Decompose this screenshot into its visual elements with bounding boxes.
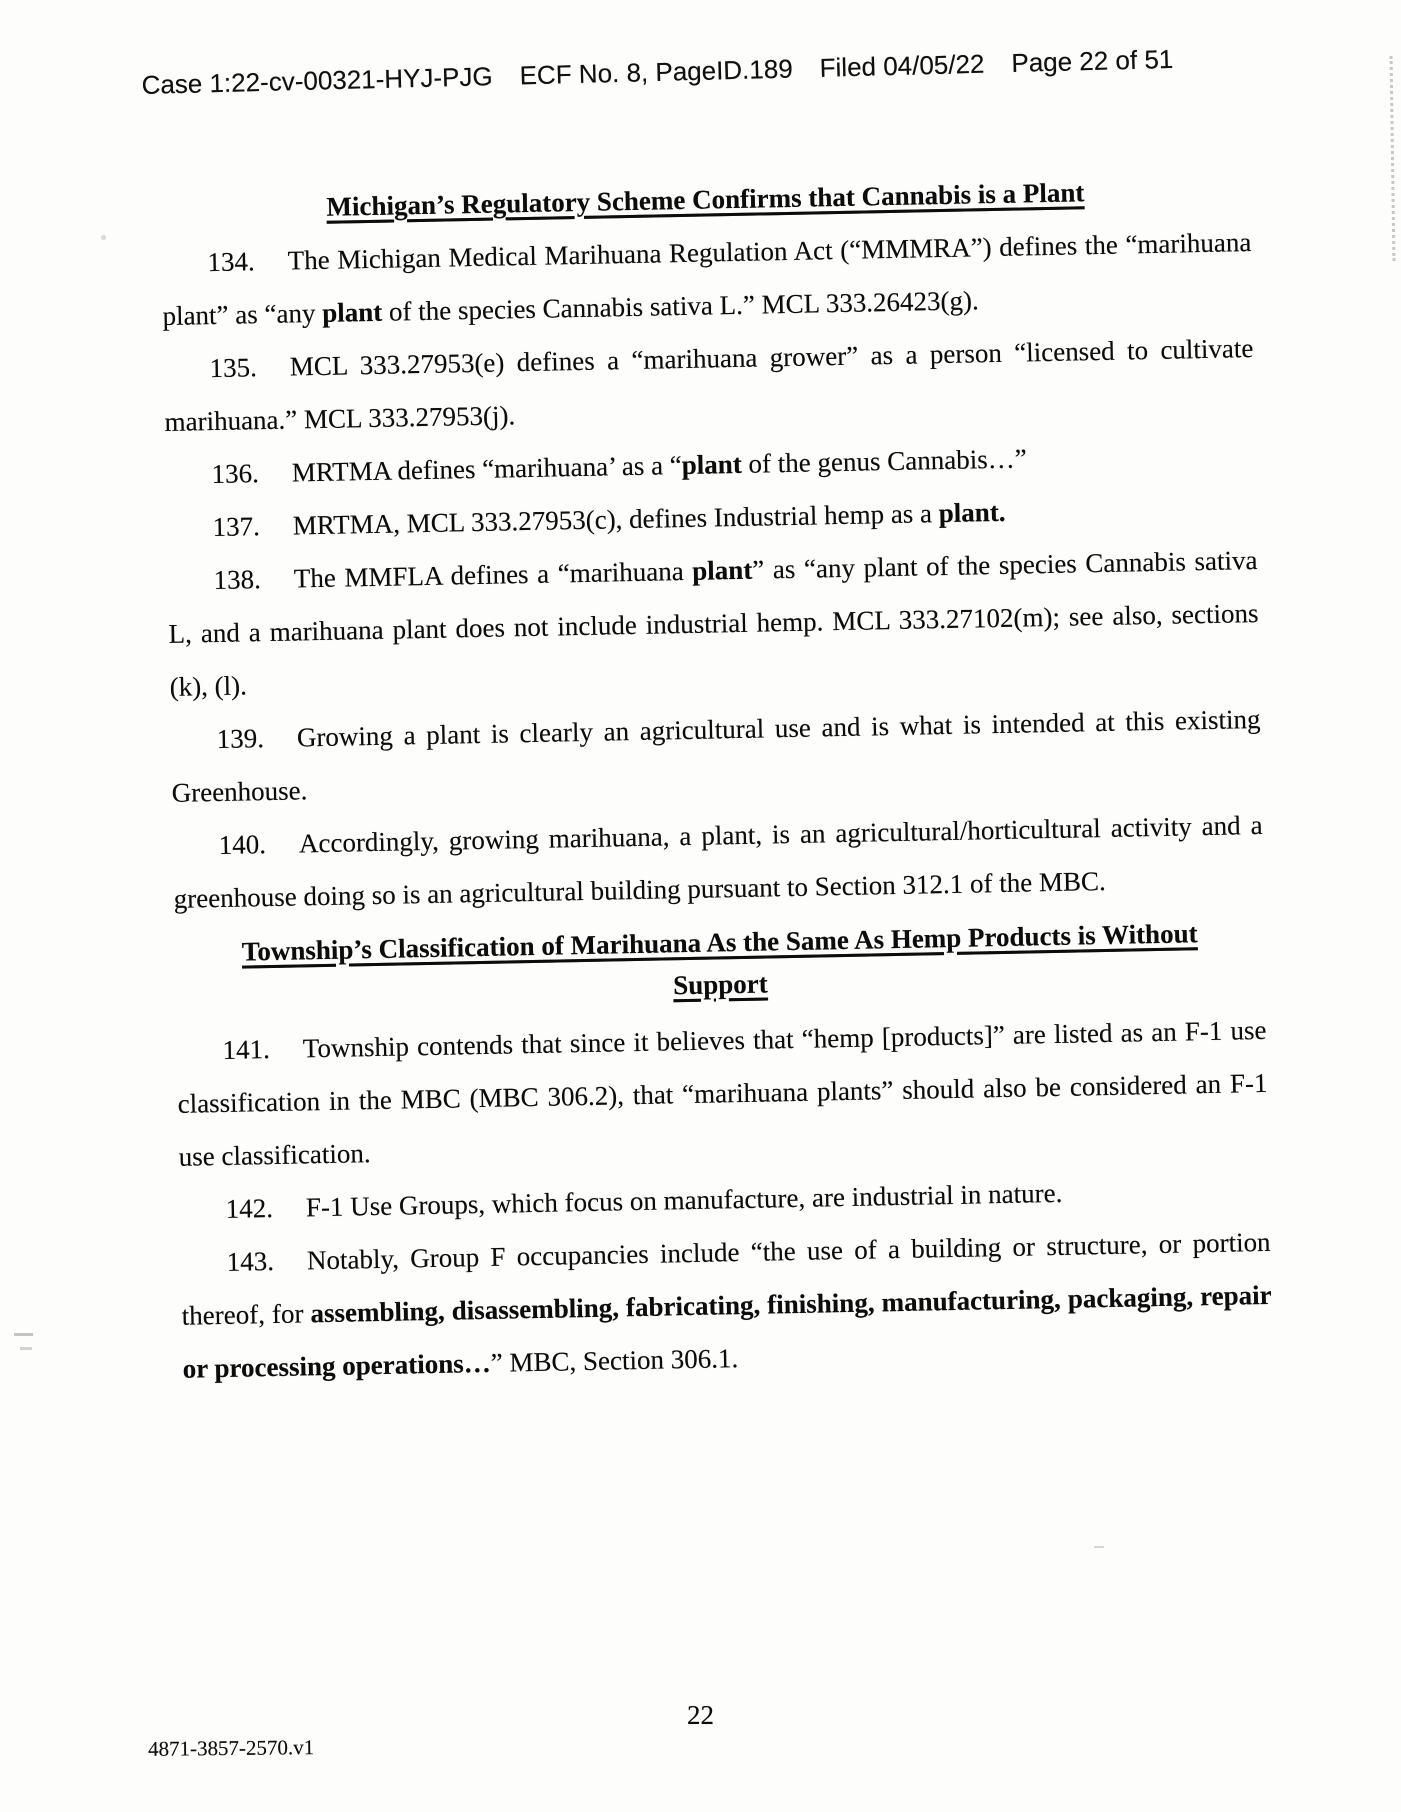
document-body [160, 163, 1273, 1396]
paragraph-138 [167, 534, 1260, 714]
heading-line-1: Township’s Classification of Marihuana As the Same As Hemp Products is Without [241, 918, 1198, 967]
paragraph-number: 140. [218, 829, 267, 860]
paragraph-number: 136. [211, 458, 260, 490]
paragraph-text-bold: assembling, disassembling, fabricating, finishing, manufacturing, packaging, repair or processing operations… [182, 1279, 1272, 1384]
paragraph-number: 141. [222, 1034, 271, 1065]
paragraph-text-bold: plant. [938, 496, 1006, 529]
paragraph-141 [176, 1004, 1269, 1184]
paragraph-text: MRTMA, MCL 333.27953(c), defines Industrial hemp as a [292, 498, 940, 541]
heading-line-2: Support [672, 968, 769, 1001]
paragraph-number: 134. [207, 246, 256, 278]
paragraph-134 [161, 216, 1253, 343]
paragraph-139 [170, 693, 1262, 820]
scan-artifact-speck [20, 1347, 32, 1350]
paragraph-text: MRTMA defines “marihuana’ as a “ [291, 450, 683, 488]
paragraph-text: Accordingly, growing marihuana, a plant, is an agricultural/horticultural activity and a greenhouse doing so is an agricultural building pursuant to Section 312.1 of the MBC. [173, 809, 1263, 914]
scan-artifact-speck [101, 235, 106, 240]
filed-date: Filed 04/05/22 [819, 48, 985, 83]
paragraph-text: Notably, Group F occupancies include “the use of a building or structure, or portion thereof, for [181, 1226, 1271, 1331]
paragraph-143 [180, 1216, 1273, 1396]
paragraph-text: ” as “any plant of the species Cannabis sativa L, and a marihuana plant does not include industrial hemp. MCL 333.27102(m); see also, sections (k), (l). [168, 545, 1259, 702]
paragraph-text: The Michigan Medical Marihuana Regulation Act (“MMMRA”) defines the “marihuana plant” as “any [162, 227, 1252, 331]
scan-artifact-speck [1094, 1546, 1104, 1548]
paragraph-text: MCL 333.27953(e) defines a “marihuana grower” as a person “licensed to cultivate marihuana.” MCL 333.27953(j). [164, 333, 1254, 437]
paragraph-number: 139. [216, 723, 265, 755]
case-stamp [141, 41, 1271, 101]
paragraph-140 [172, 799, 1264, 926]
page-number: 22 [687, 1700, 714, 1730]
paragraph-text: of the species Cannabis sativa L.” MCL 333.26423(g). [381, 285, 980, 327]
case-number: Case 1:22-cv-00321-HYJ-PJG [141, 61, 494, 101]
document-id: 4871-3857-2570.v1 [147, 1735, 315, 1761]
paragraph-text: The MMFLA defines a “marihuana [293, 555, 693, 594]
paragraph-number: 142. [225, 1193, 274, 1224]
scan-artifact-dotted-line [1390, 56, 1396, 261]
paragraph-text: Township contends that since it believes that “hemp [products]” are listed as an F-1 use classification in the MBC (MBC 306.2), that “marihuana plants” should also be considered an F-1 use classification. [177, 1014, 1268, 1172]
ecf-pageid: ECF No. 8, PageID.189 [519, 53, 794, 91]
scan-artifact-speck [14, 1333, 33, 1336]
paragraph-number: 135. [209, 352, 258, 384]
paragraph-number: 137. [212, 511, 261, 543]
page-count: Page 22 of 51 [1011, 43, 1174, 78]
paragraph-number: 138. [213, 564, 262, 596]
paragraph-135 [163, 322, 1255, 449]
paragraph-text-bold: plant [691, 554, 753, 586]
paragraph-text: Growing a plant is clearly an agricultural use and is what is intended at this existing Greenhouse. [171, 703, 1261, 808]
paragraph-number: 143. [226, 1246, 275, 1277]
paragraph-text: F-1 Use Groups, which focus on manufacture, are industrial in nature. [305, 1177, 1063, 1223]
paragraph-text: of the genus Cannabis…” [741, 443, 1027, 479]
section-heading-regulatory-scheme: Michigan’s Regulatory Scheme Confirms that Cannabis is a Plant [326, 177, 1085, 222]
paragraph-text-bold: plant [681, 448, 743, 481]
paragraph-text-bold: plant [321, 296, 383, 328]
section-heading-township-classification [174, 911, 1265, 1016]
paragraph-text: ” MBC, Section 306.1. [490, 1343, 739, 1378]
